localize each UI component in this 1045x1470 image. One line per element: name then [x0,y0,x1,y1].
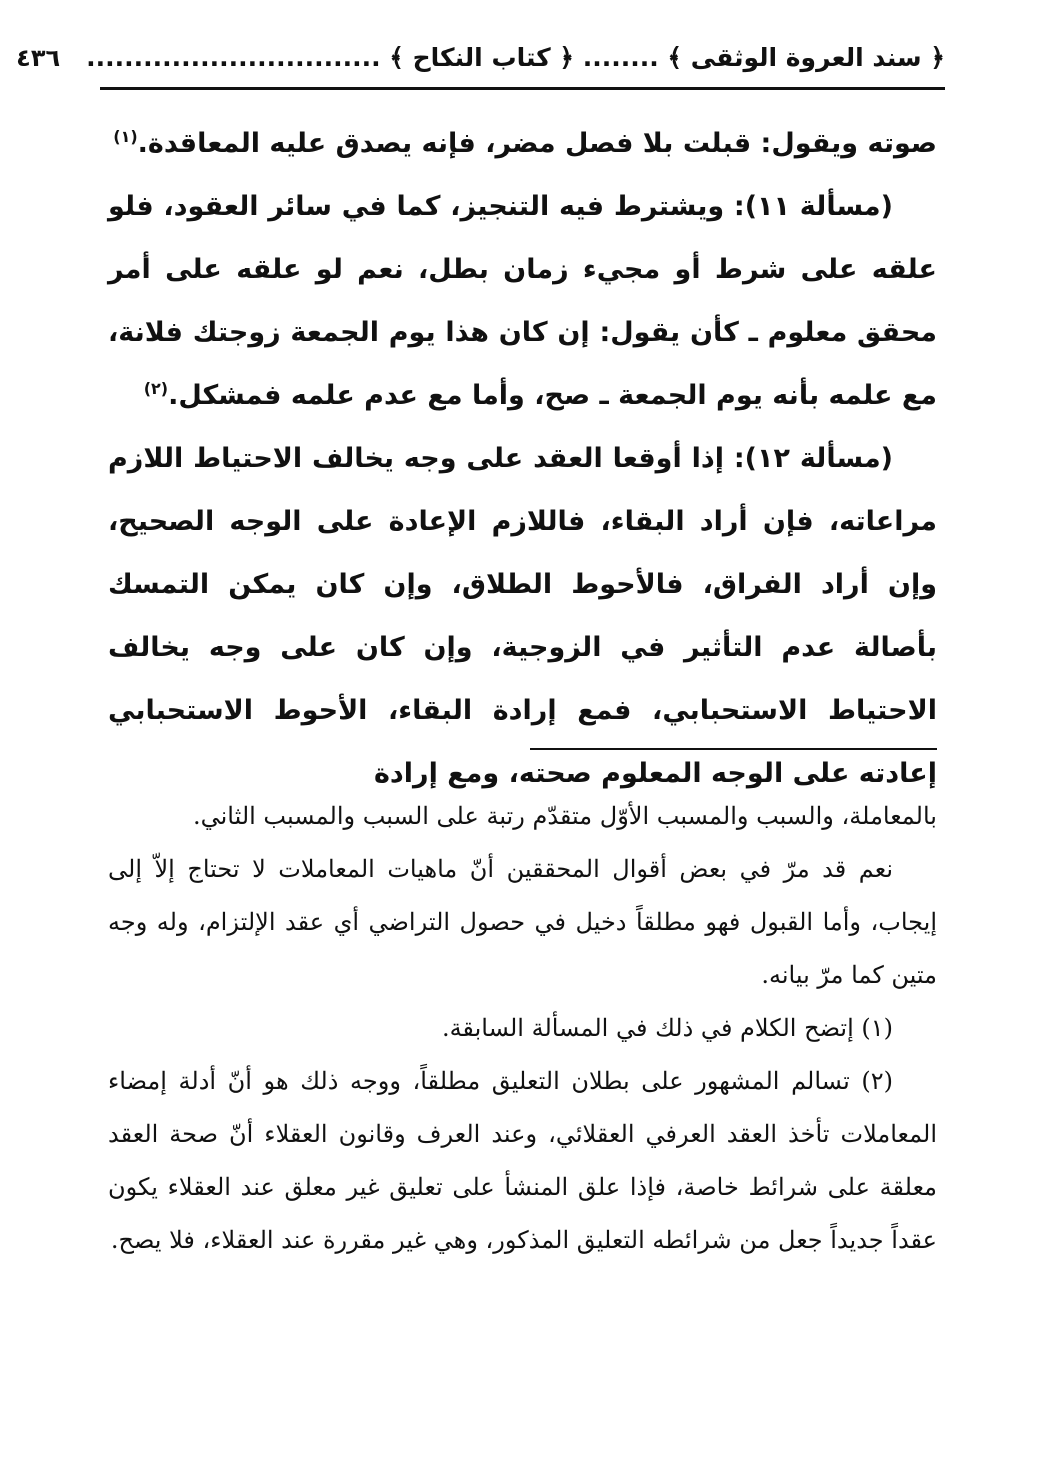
main-text [108,112,937,805]
paragraph-continuation [108,112,937,175]
footnote-paragraph: نعم قد مرّ في بعض أقوال المحققين أنّ ماهيات المعاملات لا تحتاج إلاّ إلى إيجاب، وأما القبول فهو مطلقاً دخيل في حصول التراضي أي عقد الإلتزام، وله وجه متين كما مرّ بيانه. [108,855,937,989]
page-header [16,34,945,90]
running-title: ﴿ سند العروة الوثقى ﴾ ........ ﴿ كتاب النكاح ﴾ ............................... [86,43,945,72]
page-number: ٤٣٦ [16,43,61,72]
paragraph-masala-11 [108,175,937,427]
paragraph-text: صوته ويقول: قبلت بلا فصل مضر، فإنه يصدق عليه المعاقدة. [137,128,937,159]
footnote-ref-2: (٢) [143,379,169,398]
footnote-continuation: بالمعاملة، والسبب والمسبب الأوّل متقدّم رتبة على السبب والمسبب الثاني. [192,802,937,830]
footnotes [108,790,937,1267]
paragraph-text: (مسألة ١١): ويشترط فيه التنجيز، كما في سائر العقود، فلو علقه على شرط أو مجيء زمان بطل، نعم لو علقه على أمر محقق معلوم ـ كأن يقول: إن كان هذا يوم الجمعة زوجتك فلانة، مع علمه بأنه يوم الجمعة ـ صح، وأما مع عدم علمه فمشكل. [108,191,937,411]
footnote-2: (٢) تسالم المشهور على بطلان التعليق مطلقاً، ووجه ذلك هو أنّ أدلة إمضاء المعاملات تأخذ العقد العرفي العقلائي، وعند العرف وقانون العقلاء أنّ صحة العقد معلقة على شرائط خاصة، فإذا علق المنشأ على تعليق غير معلق عند العقلاء يكون عقداً جديداً جعل من شرائطه التعليق المذكور، وهي غير مقررة عند العقلاء، فلا يصح. [108,1067,937,1254]
footnote-1: (١) إتضح الكلام في ذلك في المسألة السابقة. [441,1014,893,1042]
footnote-ref-1: (١) [113,127,138,146]
paragraph-masala-12: (مسألة ١٢): إذا أوقعا العقد على وجه يخالف الاحتياط اللازم مراعاته، فإن أراد البقاء، فاللازم الإعادة على الوجه الصحيح، وإن أراد الفراق، فالأحوط الطلاق، وإن كان يمكن التمسك بأصالة عدم التأثير في الزوجية، وإن كان على وجه يخالف الاحتياط الاستحبابي، فمع إرادة البقاء، الأحوط الاستحبابي إعادته على الوجه المعلوم صحته، ومع إرادة [108,443,937,789]
footnote-divider [530,748,937,750]
